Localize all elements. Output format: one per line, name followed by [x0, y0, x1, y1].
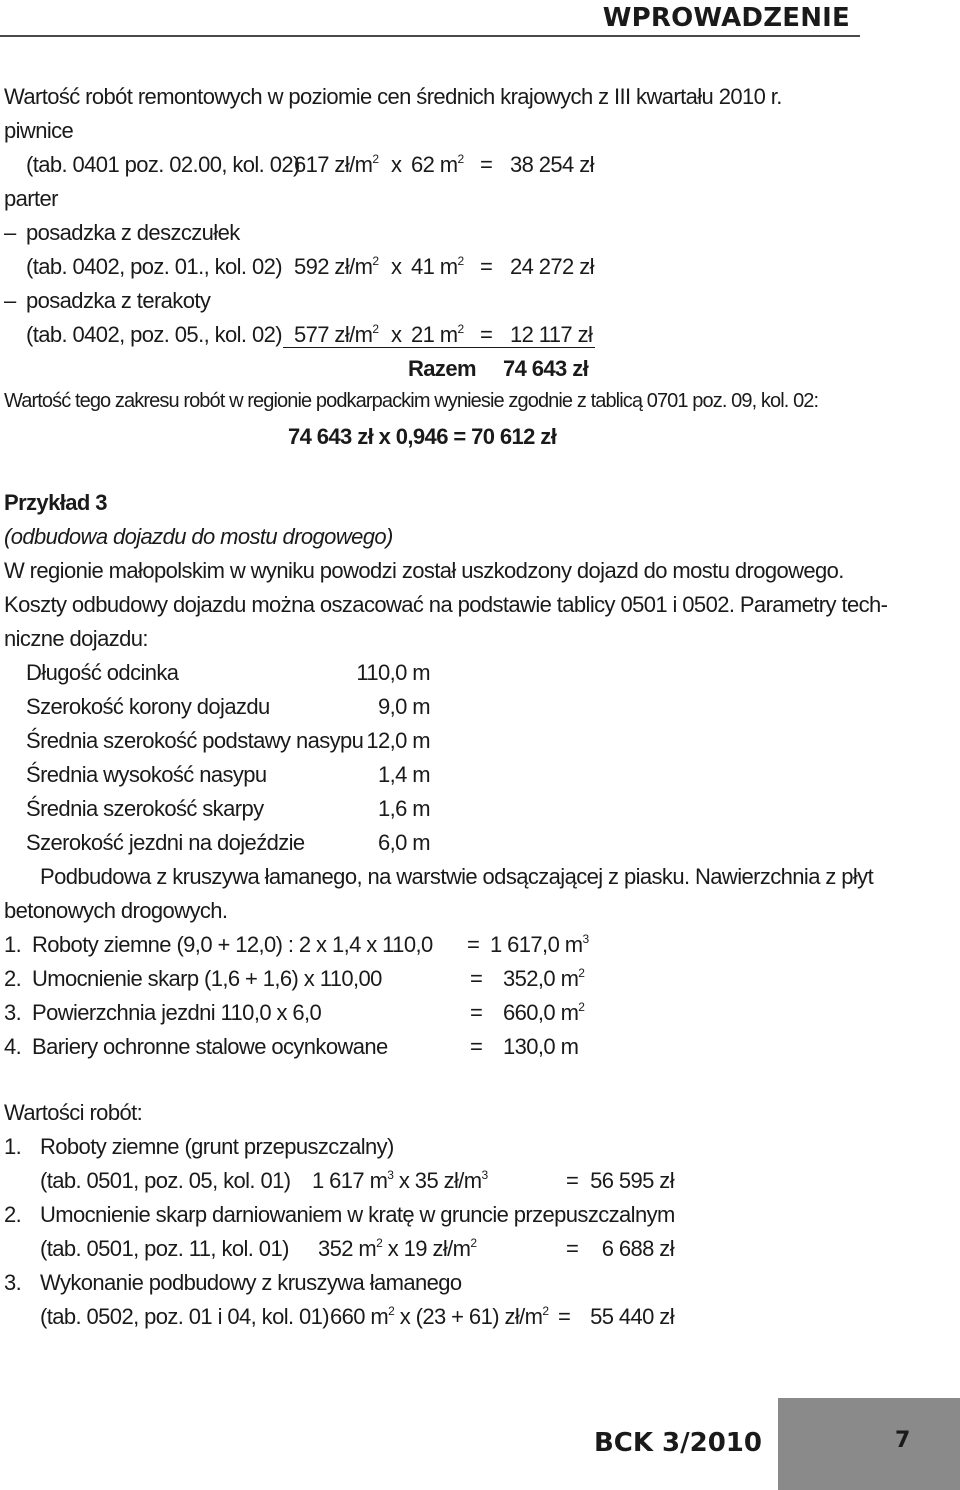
- param-label: Średnia wysokość nasypu: [26, 762, 267, 787]
- work-title: Roboty ziemne (grunt przepuszczalny): [40, 1134, 394, 1159]
- quantity-num: 4.: [4, 1034, 22, 1059]
- work-ref: (tab. 0502, poz. 01 i 04, kol. 01): [40, 1304, 330, 1329]
- quantity-num: 2.: [4, 966, 22, 991]
- basement-eq: =: [480, 152, 493, 177]
- quantity-text: Roboty ziemne (9,0 + 12,0) : 2 x 1,4 x 110,0: [32, 932, 433, 957]
- quantity-value: 352,0 $m^2$: [503, 966, 585, 991]
- example-para4b: betonowych drogowych.: [4, 898, 228, 923]
- quantity-eq: =: [470, 1000, 483, 1025]
- basement-total: 38 254 zł: [510, 152, 594, 177]
- work-qty: 660 $m^2$ x (23 + 61) $zł/m^2$: [330, 1304, 549, 1329]
- work-qty: 352 $m^2$ x 19 $zł/m^2$: [318, 1236, 477, 1261]
- floor1-rate: 592 $zł/m^2$: [294, 254, 379, 279]
- quantity-num: 1.: [4, 932, 22, 957]
- work-total: 6 688 zł: [601, 1236, 674, 1261]
- param-label: Średnia szerokość podstawy nasypu: [26, 728, 364, 753]
- work-num: 2.: [4, 1202, 22, 1227]
- floor2-eq: =: [480, 322, 493, 347]
- param-value: 110,0 m: [356, 660, 430, 685]
- quantity-value: 1 617,0 $m^3$: [490, 932, 589, 957]
- regional-text: Wartość tego zakresu robót w regionie podkarpackim wyniesie zgodnie z tablicą 0701 poz. 09, kol. 02:: [4, 390, 819, 412]
- quantity-text: Bariery ochronne stalowe ocynkowane: [32, 1034, 388, 1059]
- work-ref: (tab. 0501, poz. 11, kol. 01): [40, 1236, 289, 1261]
- work-qty: 1 617 $m^3$ x 35 $zł/m^3$: [312, 1168, 488, 1193]
- param-label: Szerokość korony dojazdu: [26, 694, 270, 719]
- work-total: 56 595 zł: [590, 1168, 674, 1193]
- sum-rule: [283, 347, 595, 348]
- example-para4a: Podbudowa z kruszywa łamanego, na warstwie odsączającej z piasku. Nawierzchnia z płyt: [40, 864, 874, 889]
- quantity-value: 130,0 m: [503, 1034, 579, 1059]
- floor1-total: 24 272 zł: [510, 254, 594, 279]
- floor1-area: 41 $m^2$: [411, 254, 464, 279]
- intro-line: Wartość robót remontowych w poziomie cen średnich krajowych z III kwartału 2010 r.: [4, 84, 782, 109]
- floor2-x: x: [391, 322, 402, 347]
- example-subtitle: (odbudowa dojazdu do mostu drogowego): [4, 524, 393, 549]
- work-eq: =: [566, 1168, 579, 1193]
- basement-ref: (tab. 0401 poz. 02.00, kol. 02): [26, 152, 300, 177]
- floor2-dash: –: [4, 288, 16, 313]
- ground-label: parter: [4, 186, 58, 211]
- basement-label: piwnice: [4, 118, 74, 143]
- work-title: Wykonanie podbudowy z kruszywa łamanego: [40, 1270, 462, 1295]
- example-heading: Przykład 3: [4, 490, 107, 515]
- page-number: 7: [895, 1428, 911, 1453]
- basement-area: 62 $m^2$: [411, 152, 464, 177]
- floor1-label: posadzka z deszczułek: [26, 220, 240, 245]
- page-number-box: [778, 1398, 960, 1490]
- floor2-rate: 577 $zł/m^2$: [294, 322, 379, 347]
- sum-label: Razem: [408, 356, 476, 381]
- work-ref: (tab. 0501, poz. 05, kol. 01): [40, 1168, 291, 1193]
- page-section-title: WPROWADZENIE: [602, 3, 850, 33]
- floor1-dash: –: [4, 220, 16, 245]
- param-value: 12,0 m: [366, 728, 430, 753]
- floor1-ref: (tab. 0402, poz. 01., kol. 02): [26, 254, 282, 279]
- floor2-area: 21 $m^2$: [411, 322, 464, 347]
- floor2-label: posadzka z terakoty: [26, 288, 211, 313]
- work-eq: =: [566, 1236, 579, 1261]
- quantity-eq: =: [467, 932, 480, 957]
- param-value: 9,0 m: [377, 694, 430, 719]
- param-value: 1,6 m: [377, 796, 430, 821]
- param-value: 6,0 m: [377, 830, 430, 855]
- quantity-text: Umocnienie skarp (1,6 + 1,6) x 110,00: [32, 966, 382, 991]
- quantity-value: 660,0 $m^2$: [503, 1000, 585, 1025]
- sum-value: 74 643 zł: [503, 356, 589, 381]
- quantity-eq: =: [470, 966, 483, 991]
- floor1-eq: =: [480, 254, 493, 279]
- work-title: Umocnienie skarp darniowaniem w kratę w gruncie przepuszczalnym: [40, 1202, 675, 1227]
- values-heading: Wartości robót:: [4, 1100, 143, 1125]
- work-total: 55 440 zł: [590, 1304, 674, 1329]
- quantity-eq: =: [470, 1034, 483, 1059]
- work-eq: =: [558, 1304, 571, 1329]
- floor1-x: x: [391, 254, 402, 279]
- param-label: Średnia szerokość skarpy: [26, 796, 264, 821]
- param-label: Szerokość jezdni na dojeździe: [26, 830, 305, 855]
- work-num: 3.: [4, 1270, 22, 1295]
- basement-x: x: [391, 152, 402, 177]
- regional-result: 74 643 zł x 0,946 = 70 612 zł: [288, 424, 557, 449]
- example-para1: W regionie małopolskim w wyniku powodzi został uszkodzony dojazd do mostu drogowego.: [4, 558, 844, 583]
- quantity-num: 3.: [4, 1000, 22, 1025]
- header-rule: [0, 35, 860, 37]
- quantity-text: Powierzchnia jezdni 110,0 x 6,0: [32, 1000, 322, 1025]
- basement-rate: 617 $zł/m^2$: [294, 152, 379, 177]
- param-value: 1,4 m: [377, 762, 430, 787]
- param-label: Długość odcinka: [26, 660, 179, 685]
- floor2-ref: (tab. 0402, poz. 05., kol. 02): [26, 322, 282, 347]
- example-para3: niczne dojazdu:: [4, 626, 148, 651]
- work-num: 1.: [4, 1134, 22, 1159]
- journal-issue: BCK 3/2010: [593, 1428, 762, 1458]
- floor2-total: 12 117 zł: [510, 322, 593, 347]
- example-para2: Koszty odbudowy dojazdu można oszacować na podstawie tablicy 0501 i 0502. Parametry tech-: [4, 592, 888, 617]
